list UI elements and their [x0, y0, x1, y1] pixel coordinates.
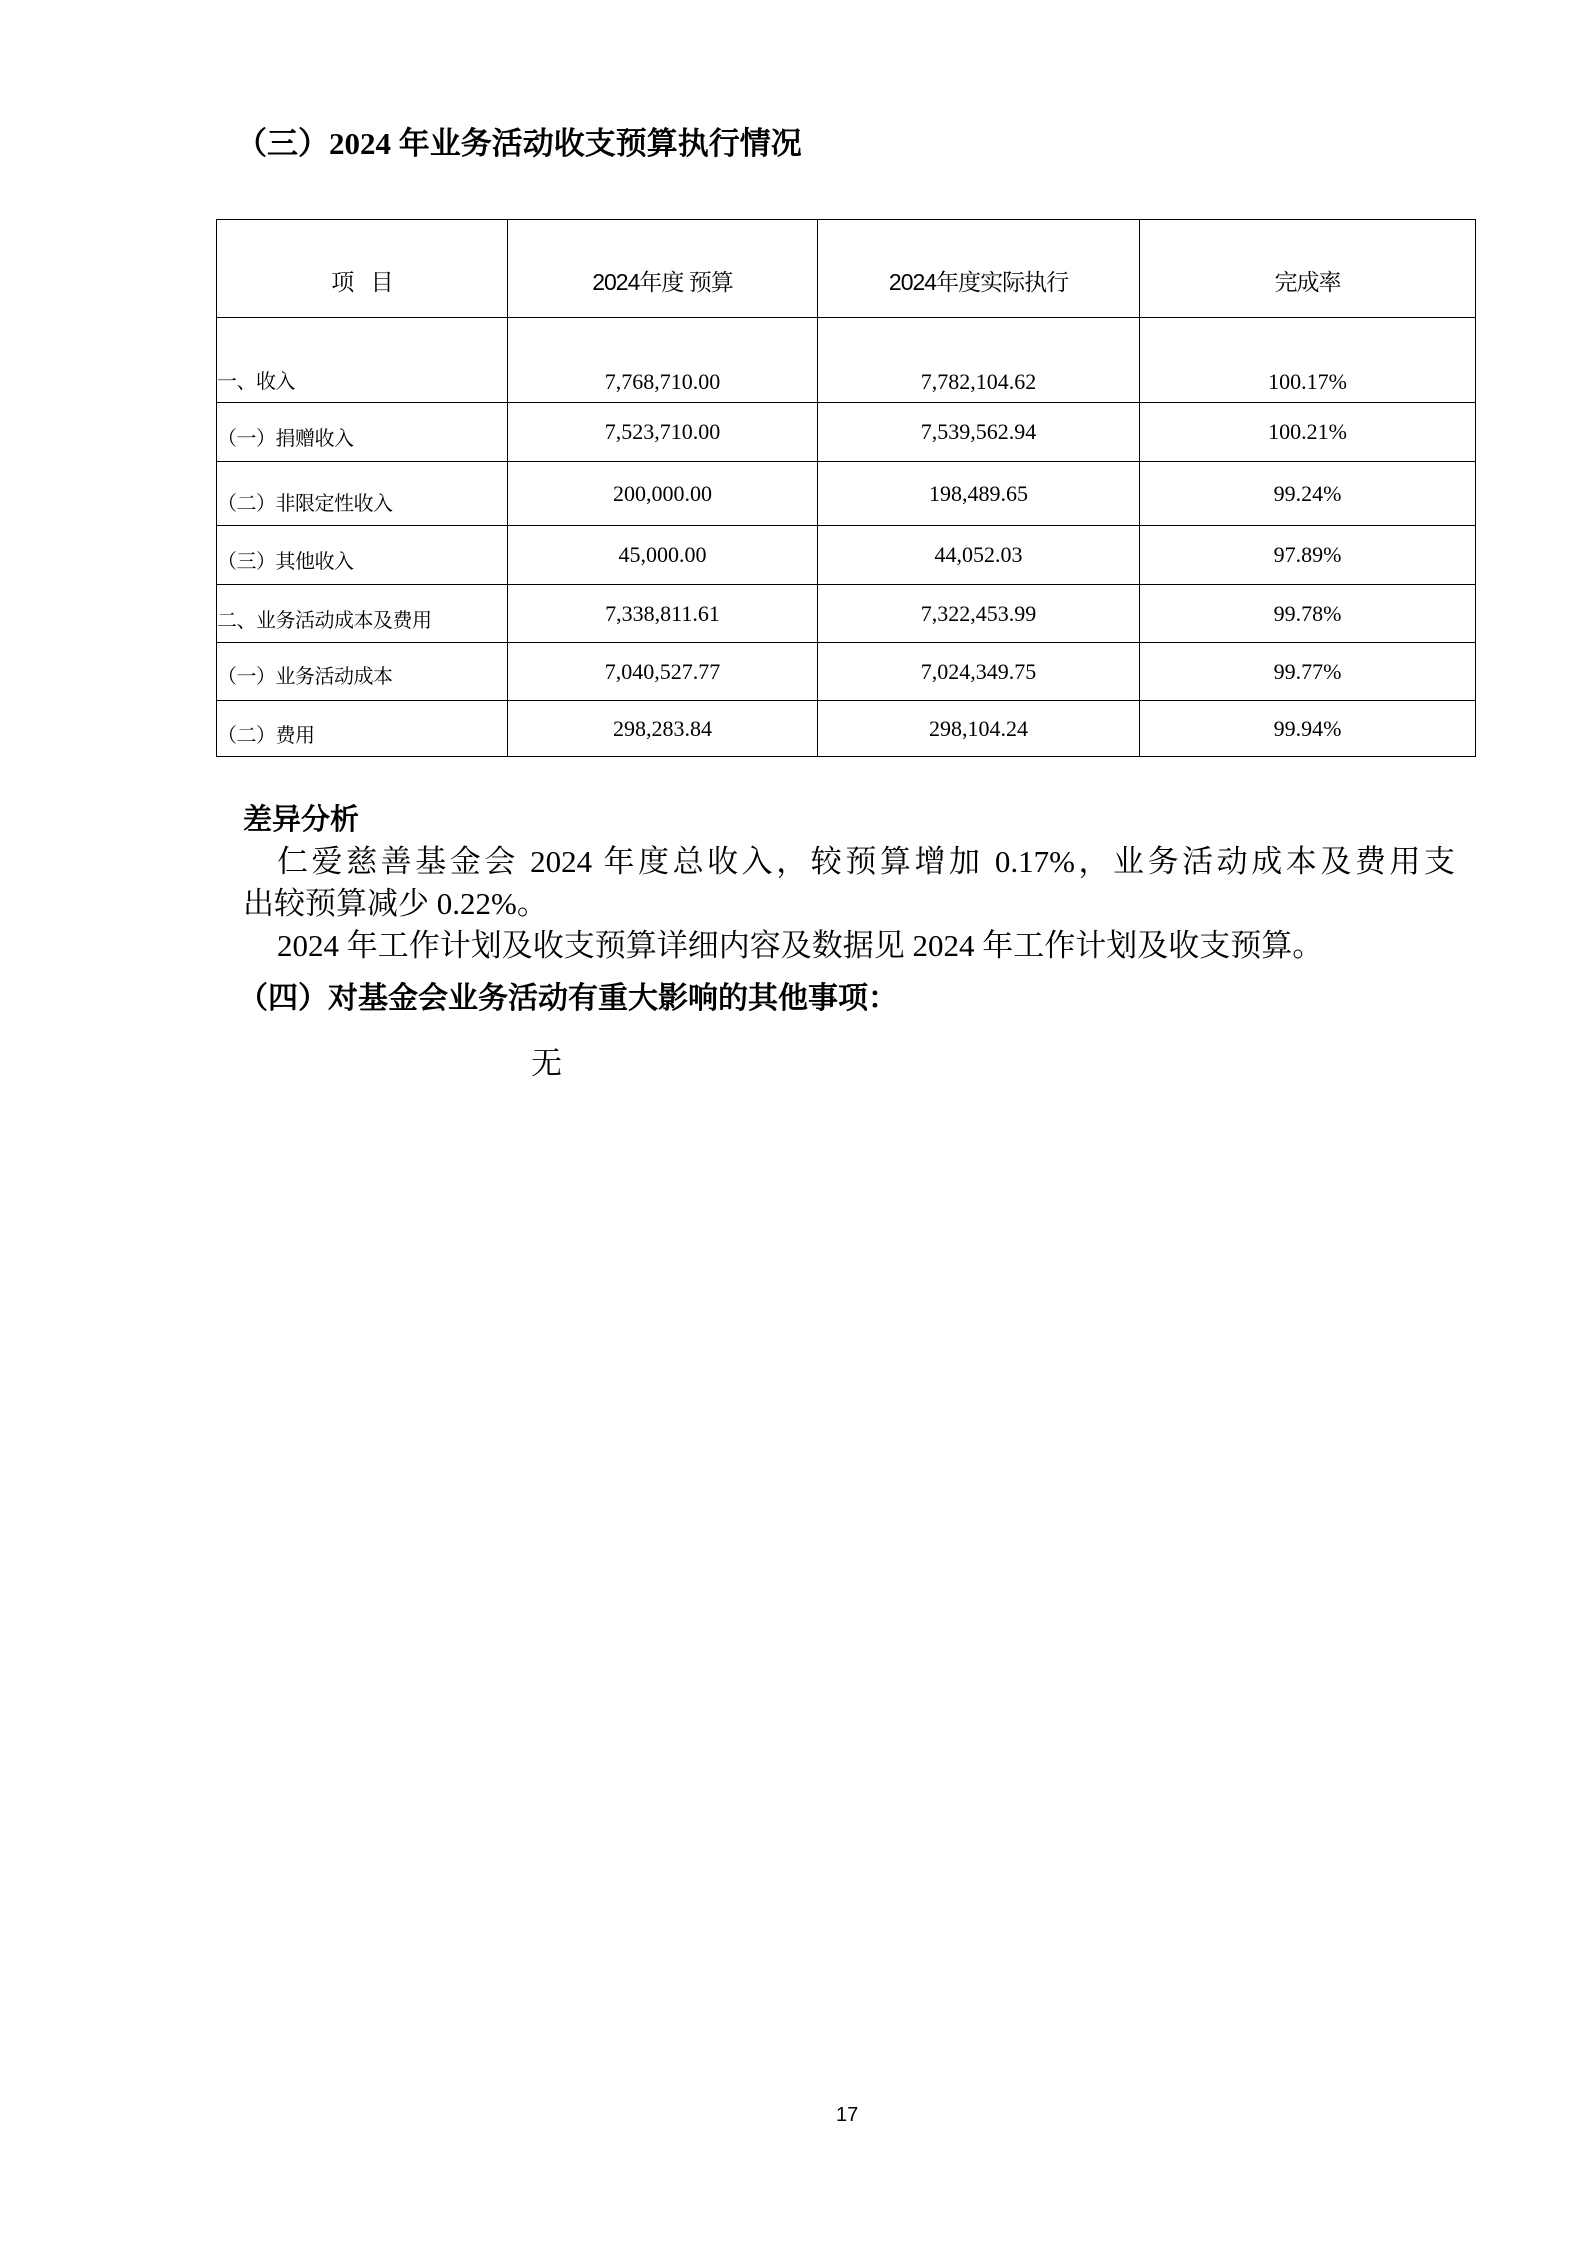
actual-value: 298,104.24 — [818, 701, 1140, 757]
completion-rate: 100.21% — [1140, 403, 1476, 462]
table-header-row — [217, 220, 1476, 318]
analysis-paragraph-line: 仁爱慈善基金会 2024 年度总收入，较预算增加 0.17%，业务活动成本及费用支 — [277, 844, 1455, 879]
actual-value: 7,782,104.62 — [818, 318, 1140, 403]
analysis-paragraph-line: 2024 年工作计划及收支预算详细内容及数据见 2024 年工作计划及收支预算。 — [277, 928, 1324, 963]
header-item: 项 目 — [217, 220, 508, 318]
table-row — [217, 403, 1476, 462]
row-label: 二、业务活动成本及费用 — [217, 585, 508, 643]
header-rate: 完成率 — [1140, 220, 1476, 318]
analysis-paragraph-line: 出较预算减少 0.22%。 — [243, 886, 548, 921]
header-budget: 2024年度 预算 — [508, 220, 818, 318]
row-label: （二）非限定性收入 — [217, 462, 508, 526]
budget-value: 200,000.00 — [508, 462, 818, 526]
completion-rate: 99.77% — [1140, 643, 1476, 701]
row-label: （一）捐赠收入 — [217, 403, 508, 462]
row-label: （三）其他收入 — [217, 526, 508, 585]
budget-execution-table — [216, 219, 1476, 757]
section-4-title: （四）对基金会业务活动有重大影响的其他事项： — [238, 982, 898, 1015]
budget-value: 7,523,710.00 — [508, 403, 818, 462]
actual-value: 198,489.65 — [818, 462, 1140, 526]
actual-value: 7,322,453.99 — [818, 585, 1140, 643]
completion-rate: 99.78% — [1140, 585, 1476, 643]
row-label: 一、收入 — [217, 318, 508, 403]
actual-value: 7,024,349.75 — [818, 643, 1140, 701]
completion-rate: 97.89% — [1140, 526, 1476, 585]
section-4-content: 无 — [531, 1046, 562, 1081]
table-row — [217, 701, 1476, 757]
section-title: （三）2024 年业务活动收支预算执行情况 — [236, 126, 802, 161]
budget-value: 45,000.00 — [508, 526, 818, 585]
table-row — [217, 526, 1476, 585]
analysis-paragraph — [243, 841, 1455, 967]
budget-value: 298,283.84 — [508, 701, 818, 757]
completion-rate: 99.94% — [1140, 701, 1476, 757]
table-row — [217, 462, 1476, 526]
page-number: 17 — [836, 2104, 859, 2126]
table-row — [217, 643, 1476, 701]
table-row — [217, 585, 1476, 643]
analysis-heading: 差异分析 — [243, 804, 360, 836]
row-label: （二）费用 — [217, 701, 508, 757]
budget-value: 7,768,710.00 — [508, 318, 818, 403]
budget-value: 7,040,527.77 — [508, 643, 818, 701]
budget-value: 7,338,811.61 — [508, 585, 818, 643]
row-label: （一）业务活动成本 — [217, 643, 508, 701]
actual-value: 7,539,562.94 — [818, 403, 1140, 462]
table-row — [217, 318, 1476, 403]
actual-value: 44,052.03 — [818, 526, 1140, 585]
completion-rate: 99.24% — [1140, 462, 1476, 526]
completion-rate: 100.17% — [1140, 318, 1476, 403]
header-actual: 2024年度实际执行 — [818, 220, 1140, 318]
